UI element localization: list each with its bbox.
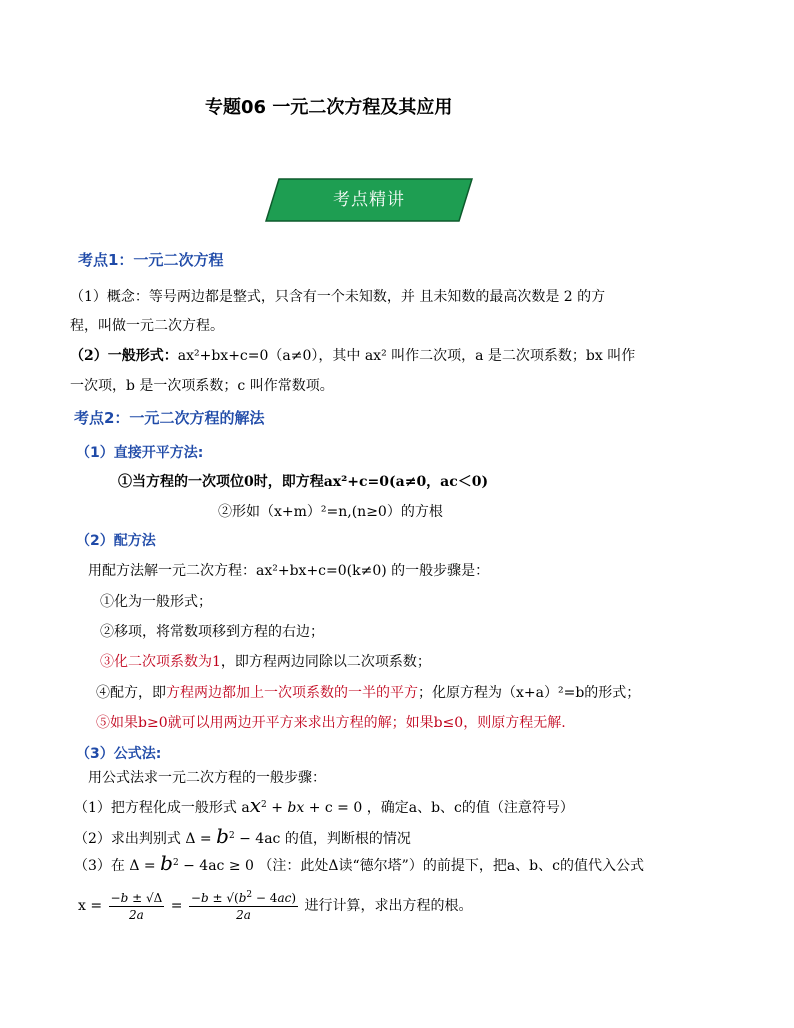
complete-step-4-b: ；化原方程为（x+a）²=b的形式； [418,685,641,701]
kd1-general-text: ax²+bx+c=0（a≠0），其中 ax² 叫作二次项，a 是二次项系数；bx 叫作 [177,348,636,364]
formula-step-3 [74,850,644,879]
formula-step-1-a: （1）把方程化成一般形式 [74,800,237,816]
complete-step-2: ②移项，将常数项移到方程的右边； [100,624,324,640]
complete-step-4 [96,683,640,703]
direct-method-label: （1）直接开平方法: [76,445,204,461]
formula-step-1 [74,792,574,821]
complete-step-4-red: 方程两边都加上一次项系数的一半的平方 [166,685,418,701]
direct-item-1: ①当方程的一次项位0时，即方程ax²+c=0(a≠0，ac＜0) [118,474,489,490]
formula-step-3-a: （3）在 [74,858,125,874]
formula-method-label: （3）公式法: [76,746,162,762]
general-form-expression: $ax^2$ + bx + c = 0 [241,793,363,817]
formula-step-2-a: （2）求出判别式 [74,831,181,847]
formula-step-3-b: （注：此处Δ读“德尔塔”）的前提下，把a、b、c的值代入公式 [258,858,644,874]
formula-step-1-b: ，确定a、b、c的值（注意符号） [366,800,574,816]
kd1-concept-line1: （1）概念：等号两边都是整式，只含有一个未知数，并 且未知数的最高次数是 2 的方 [70,289,606,305]
complete-step-1: ①化为一般形式； [100,594,212,610]
formula-step-4-b: 进行计算，求出方程的根。 [304,898,473,914]
formula-intro: 用公式法求一元二次方程的一般步骤： [88,770,326,786]
kd1-general-line1 [70,346,635,366]
discriminant-condition: $\Delta = b^2 - 4ac \ge 0$ [129,851,254,875]
complete-step-3-rest: ，即方程两边同除以二次项系数； [220,654,431,670]
kd1-general-label: （2）一般形式： [70,348,178,364]
section-banner [265,178,473,222]
complete-step-5: ⑤如果b≥0就可以用两边开平方来求出方程的解；如果b≤0，则原方程无解. [96,715,566,731]
direct-item-2: ②形如（x+m）²=n,(n≥0）的方根 [218,504,443,520]
kd2-heading: 考点2：一元二次方程的解法 [74,409,265,427]
complete-square-label: （2）配方法 [76,533,156,549]
complete-step-3 [100,652,431,672]
complete-step-3-red: ③化二次项系数为1 [100,654,221,670]
banner-text: 考点精讲 [333,190,405,210]
quadratic-formula-expression: x = $\frac{-b \pm √\Delta}{2a}$ = $\frac{-b \pm √(b^2 - 4ac)}{2a}$ [78,889,296,922]
discriminant-expression: $\Delta = b^2 - 4ac$ [185,824,281,848]
kd1-heading: 考点1：一元二次方程 [78,251,224,269]
complete-step-4-a: ④配方，即 [96,685,166,701]
kd1-general-line2: 一次项，b 是一次项系数；c 叫作常数项。 [70,378,334,394]
quadratic-formula [78,886,472,926]
page-title: 专题06 一元二次方程及其应用 [205,97,453,118]
formula-step-2 [74,823,411,852]
formula-fraction-2: $\frac{-b \pm √(b^2 - 4ac)}{2a}$ [190,889,296,922]
complete-square-intro: 用配方法解一元二次方程：ax²+bx+c=0(k≠0) 的一般步骤是： [88,563,490,579]
formula-step-2-b: 的值，判断根的情况 [284,831,411,847]
formula-fraction-1: $\frac{-b \pm √\Delta}{2a}$ [110,890,163,922]
kd1-concept-line2: 程，叫做一元二次方程。 [70,318,224,334]
